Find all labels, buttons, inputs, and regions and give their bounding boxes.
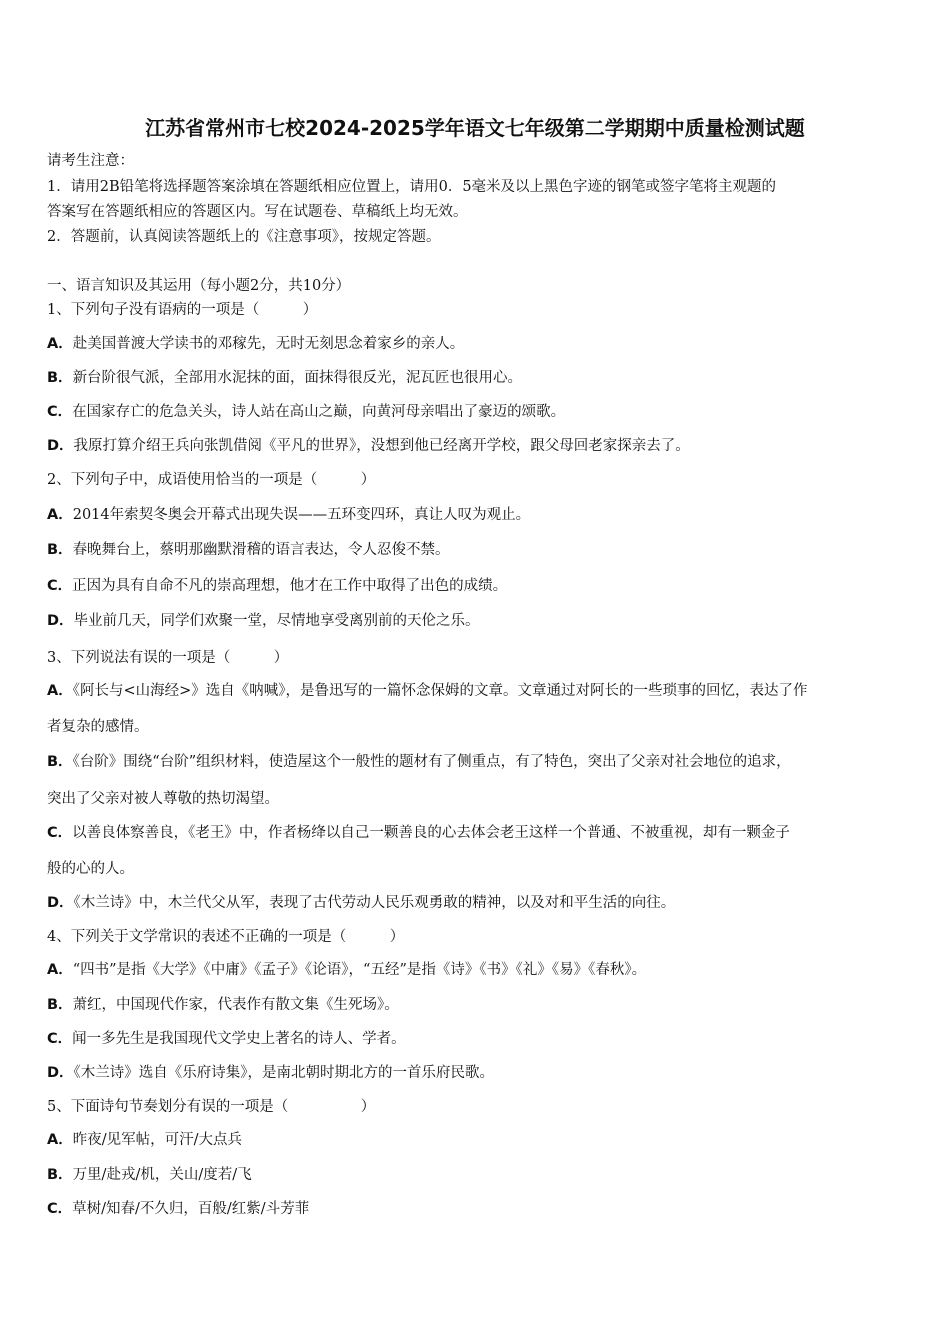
notice-heading: 请考生注意： [47, 153, 134, 169]
q5-stem: 5、下面诗句节奏划分有误的一项是（ ） [47, 1099, 376, 1115]
option-text: 我原打算介绍王兵向张凯借阅《平凡的世界》，没想到他已经离开学校，跟父母回老家探亲去了。 [73, 438, 690, 454]
option-text: 正因为具有自命不凡的崇高理想，他才在工作中取得了出色的成绩。 [72, 578, 508, 594]
option-text: 昨夜/见军帖，可汗/大点兵 [72, 1132, 243, 1148]
option-text: 毕业前几天，同学们欢聚一堂，尽情地享受离别前的天伦之乐。 [73, 613, 480, 629]
option-text: 《阿长与<山海经>》选自《呐喊》，是鲁迅写的一篇怀念保姆的文章。文章通过对阿长的一些琐事的回忆，表达了作 [72, 683, 808, 699]
option-label: C． [47, 1201, 73, 1217]
q2-option-c [47, 576, 917, 596]
notice-item-1-line-1: 1．请用2B铅笔将选择题答案涂填在答题纸相应位置上，请用0．5毫米及以上黑色字迹的钢笔或签字笔将主观题的 [47, 179, 777, 195]
option-label: A． [47, 507, 73, 523]
q1-option-d [47, 436, 917, 456]
option-label: B． [47, 1167, 73, 1183]
notice-item-1-line-2: 答案写在答题纸相应的答题区内。写在试题卷、草稿纸上均无效。 [47, 204, 468, 220]
q5-option-c [47, 1199, 917, 1219]
option-text: 春晚舞台上，蔡明那幽默滑稽的语言表达，令人忍俊不禁。 [72, 542, 450, 558]
q3-option-a-line-2: 者复杂的感情。 [47, 719, 149, 735]
option-label: C． [47, 825, 73, 841]
q3-option-d [47, 893, 917, 913]
q5-option-a [47, 1130, 917, 1150]
option-label: B． [47, 542, 73, 558]
q3-option-b-line-2: 突出了父亲对被人尊敬的热切渴望。 [47, 791, 279, 807]
q2-option-b [47, 540, 917, 560]
q1-option-a [47, 334, 917, 354]
option-text: 新台阶很气派，全部用水泥抹的面，面抹得很反光，泥瓦匠也很用心。 [72, 370, 523, 386]
option-text: 万里/赴戎/机，关山/度若/飞 [72, 1167, 252, 1183]
option-label: A． [47, 962, 73, 978]
section-heading: 一、语言知识及其运用（每小题2分，共10分） [47, 278, 351, 294]
option-label: D． [47, 438, 74, 454]
option-text: 《木兰诗》中，木兰代父从军，表现了古代劳动人民乐观勇敢的精神，以及对和平生活的向往。 [73, 895, 676, 911]
option-text: 萧红，中国现代作家，代表作有散文集《生死场》。 [72, 997, 399, 1013]
q4-option-a [47, 960, 917, 980]
q1-stem: 1、下列句子没有语病的一项是（ ） [47, 302, 318, 318]
option-label: D． [47, 1065, 74, 1081]
q3-option-a-line-1 [47, 681, 917, 701]
q2-option-d [47, 611, 917, 631]
q3-stem: 3、下列说法有误的一项是（ ） [47, 650, 289, 666]
option-text: 《木兰诗》选自《乐府诗集》，是南北朝时期北方的一首乐府民歌。 [73, 1065, 495, 1081]
option-label: D． [47, 895, 74, 911]
q4-option-c [47, 1029, 917, 1049]
option-label: C． [47, 1031, 73, 1047]
option-text: 以善良体察善良，《老王》中，作者杨绛以自己一颗善良的心去体会老王这样一个普通、不被重视，却有一颗金子 [72, 825, 790, 841]
option-label: C． [47, 578, 73, 594]
page-title: 江苏省常州市七校2024-2025学年语文七年级第二学期期中质量检测试题 [145, 116, 805, 140]
option-label: A． [47, 683, 73, 699]
option-label: B． [47, 997, 73, 1013]
option-label: B． [47, 370, 73, 386]
option-text: 草树/知春/不久归，百般/红紫/斗芳菲 [72, 1201, 310, 1217]
option-text: 赴美国普渡大学读书的邓稼先，无时无刻思念着家乡的亲人。 [72, 336, 465, 352]
q4-stem: 4、下列关于文学常识的表述不正确的一项是（ ） [47, 929, 405, 945]
q3-option-c-line-1 [47, 823, 917, 843]
option-text: 《台阶》围绕“台阶”组织材料，使造屋这个一般性的题材有了侧重点，有了特色，突出了父亲对社会地位的追求， [72, 754, 791, 770]
option-label: C． [47, 404, 73, 420]
notice-item-2: 2．答题前，认真阅读答题纸上的《注意事项》，按规定答题。 [47, 229, 441, 245]
q2-stem: 2、下列句子中，成语使用恰当的一项是（ ） [47, 472, 376, 488]
q1-option-b [47, 368, 917, 388]
option-text: 2014年索契冬奥会开幕式出现失误——五环变四环，真让人叹为观止。 [72, 507, 531, 523]
q1-option-c [47, 402, 917, 422]
q3-option-c-line-2: 般的心的人。 [47, 861, 134, 877]
q2-option-a [47, 505, 917, 525]
q5-option-b [47, 1165, 917, 1185]
option-text: “四书”是指《大学》《中庸》《孟子》《论语》，“五经”是指《诗》《书》《礼》《易》《春秋》。 [72, 962, 647, 978]
option-label: A． [47, 1132, 73, 1148]
q3-option-b-line-1 [47, 752, 917, 772]
option-text: 闻一多先生是我国现代文学史上著名的诗人、学者。 [72, 1031, 406, 1047]
q4-option-b [47, 995, 917, 1015]
q4-option-d [47, 1063, 917, 1083]
option-label: B． [47, 754, 73, 770]
option-label: D． [47, 613, 74, 629]
option-text: 在国家存亡的危急关头，诗人站在高山之巅，向黄河母亲唱出了豪迈的颂歌。 [72, 404, 566, 420]
option-label: A． [47, 336, 73, 352]
